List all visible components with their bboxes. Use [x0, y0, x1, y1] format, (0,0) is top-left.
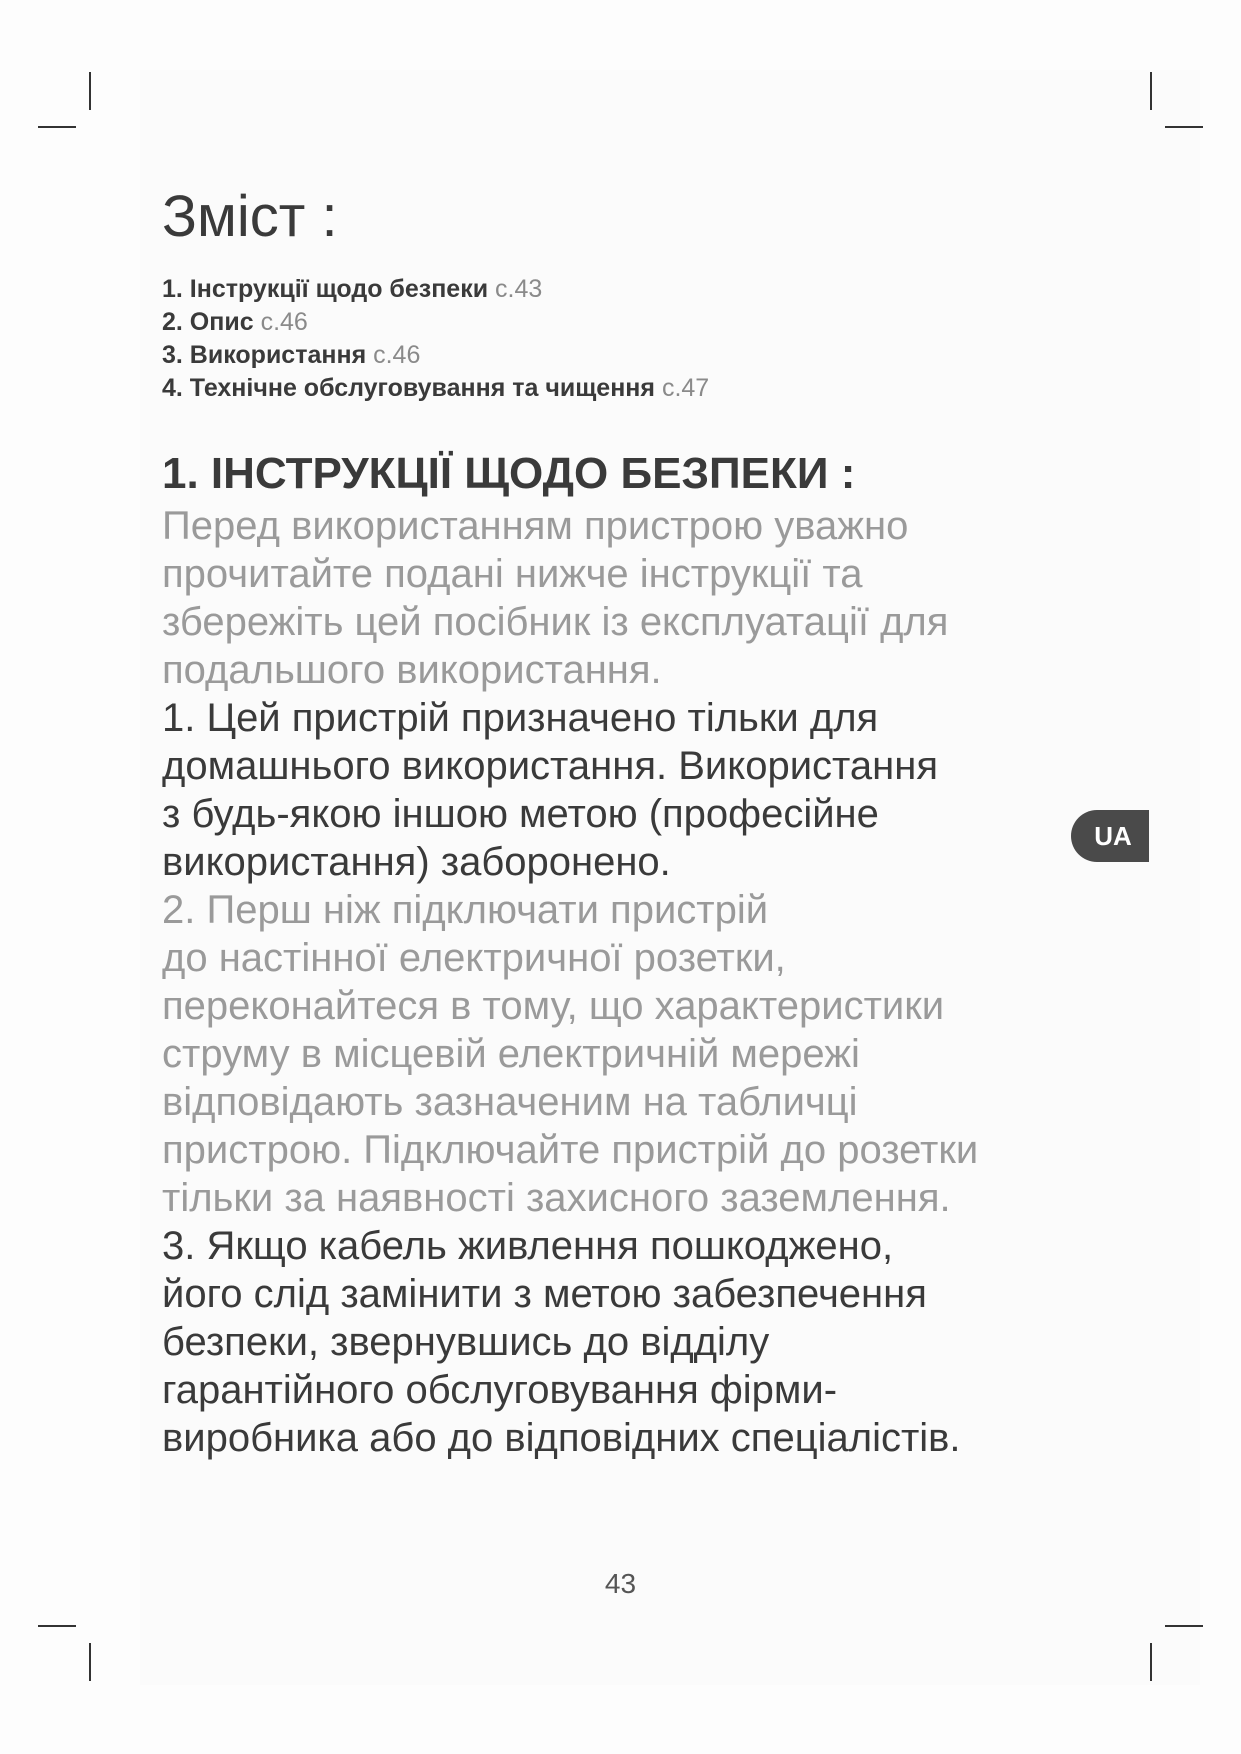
- toc-item[interactable]: [162, 306, 709, 339]
- crop-mark-bottom-left-horizontal: [38, 1625, 76, 1627]
- toc-item-label: 1. Інструкції щодо безпеки: [162, 275, 489, 303]
- instruction-2-line: до настінної електричної розетки,: [162, 936, 786, 980]
- toc-item[interactable]: [162, 372, 709, 405]
- crop-mark-top-left-horizontal: [38, 126, 76, 128]
- instruction-1-line: 1. Цей пристрій призначено тільки для: [162, 696, 879, 740]
- instruction-1-line: з будь-якою іншою метою (професійне: [162, 792, 879, 836]
- toc-item-label: 4. Технічне обслуговування та чищення: [162, 374, 655, 402]
- toc-title: Зміст :: [162, 184, 338, 249]
- intro-line: збережіть цей посібник із експлуатації для: [162, 600, 949, 644]
- crop-mark-bottom-right-vertical: [1150, 1643, 1152, 1681]
- instruction-2-line: 2. Перш ніж підключати пристрій: [162, 888, 769, 932]
- instruction-2-line: пристрою. Підключайте пристрій до розетки: [162, 1128, 979, 1172]
- instruction-2-line: тільки за наявності захисного заземлення.: [162, 1176, 951, 1220]
- instruction-3-line: гарантійного обслуговування фірми-: [162, 1368, 838, 1412]
- table-of-contents: [162, 273, 709, 405]
- toc-item-label: 3. Використання: [162, 341, 367, 369]
- crop-mark-bottom-left-vertical: [89, 1643, 91, 1681]
- toc-item[interactable]: [162, 273, 709, 306]
- toc-item[interactable]: [162, 339, 709, 372]
- toc-item-label: 2. Опис: [162, 308, 254, 336]
- intro-line: подальшого використання.: [162, 648, 662, 692]
- intro-line: прочитайте подані нижче інструкції та: [162, 552, 863, 596]
- page-number: 43: [604, 1568, 637, 1599]
- language-tab[interactable]: UA: [1071, 810, 1149, 862]
- instruction-1-line: домашнього використання. Використання: [162, 744, 938, 788]
- instruction-3-line: 3. Якщо кабель живлення пошкоджено,: [162, 1224, 894, 1268]
- toc-item-page: с.47: [655, 374, 710, 402]
- instruction-2-line: відповідають зазначеним на табличці: [162, 1080, 858, 1124]
- instruction-1-line: використання) заборонено.: [162, 840, 671, 884]
- toc-item-page: с.43: [488, 275, 543, 303]
- toc-item-page: с.46: [253, 308, 308, 336]
- crop-mark-top-left-vertical: [89, 72, 91, 110]
- crop-mark-bottom-right-horizontal: [1165, 1625, 1203, 1627]
- instruction-3-line: безпеки, звернувшись до відділу: [162, 1320, 770, 1364]
- instruction-3-line: виробника або до відповідних спеціалістів.: [162, 1416, 961, 1460]
- crop-mark-top-right-horizontal: [1165, 126, 1203, 128]
- instruction-3-line: його слід замінити з метою забезпечення: [162, 1272, 927, 1316]
- section-heading: 1. ІНСТРУКЦІЇ ЩОДО БЕЗПЕКИ :: [162, 449, 856, 498]
- instruction-2-line: струму в місцевій електричній мережі: [162, 1032, 860, 1076]
- toc-item-page: с.46: [366, 341, 421, 369]
- instruction-2-line: переконайтеся в тому, що характеристики: [162, 984, 945, 1028]
- safety-instructions-body: [162, 502, 1062, 1462]
- crop-mark-top-right-vertical: [1150, 72, 1152, 110]
- intro-line: Перед використанням пристрою уважно: [162, 504, 909, 548]
